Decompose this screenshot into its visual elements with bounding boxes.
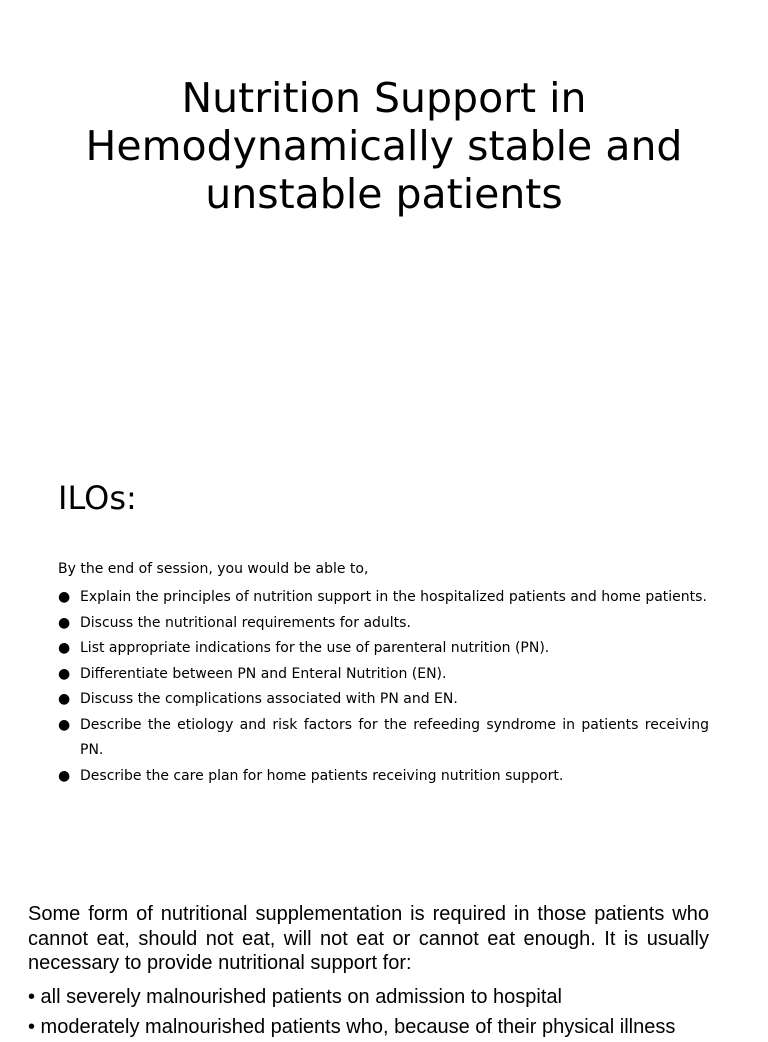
list-item-text: Differentiate between PN and Enteral Nutrition (EN). [80,665,447,682]
list-item [58,713,709,764]
list-item [58,585,709,611]
bullet-icon: ● [58,640,71,656]
list-item: • all severely malnourished patients on admission to hospital [28,986,562,1008]
list-item [58,611,709,637]
bullet-icon: ● [58,691,71,707]
bullet-icon: ● [58,716,71,733]
list-item: • moderately malnourished patients who, because of their physical illness [28,1016,676,1038]
list-item [58,687,709,713]
ilos-heading: ILOs: [58,479,137,517]
list-item-text: Describe the etiology and risk factors for the refeeding syndrome in patients receiving PN. [80,716,709,758]
page-title: Nutrition Support in Hemodynamically stable and unstable patients [85,74,683,218]
list-item [58,662,709,688]
ilos-list [58,585,709,789]
list-item-text: Discuss the complications associated with PN and EN. [80,691,458,707]
list-item-text: Discuss the nutritional requirements for adults. [80,614,411,631]
support-list [28,982,748,1042]
list-item-text: Describe the care plan for home patients receiving nutrition support. [80,767,564,784]
list-item [58,764,709,790]
ilos-intro: By the end of session, you would be able to, [58,561,369,577]
bullet-icon: ● [58,614,71,631]
bullet-icon: ● [58,665,71,682]
bullet-icon: ● [58,767,71,784]
list-item-text: Explain the principles of nutrition support in the hospitalized patients and home patients. [80,589,707,605]
list-item-text: List appropriate indications for the use of parenteral nutrition (PN). [80,640,550,656]
intro-paragraph: Some form of nutritional supplementation is required in those patients who cannot eat, should not eat, will not eat or cannot eat enough. It is usually necessary to provide nutritional support for: [28,903,709,974]
bullet-icon: ● [58,589,71,605]
list-item [58,636,709,662]
